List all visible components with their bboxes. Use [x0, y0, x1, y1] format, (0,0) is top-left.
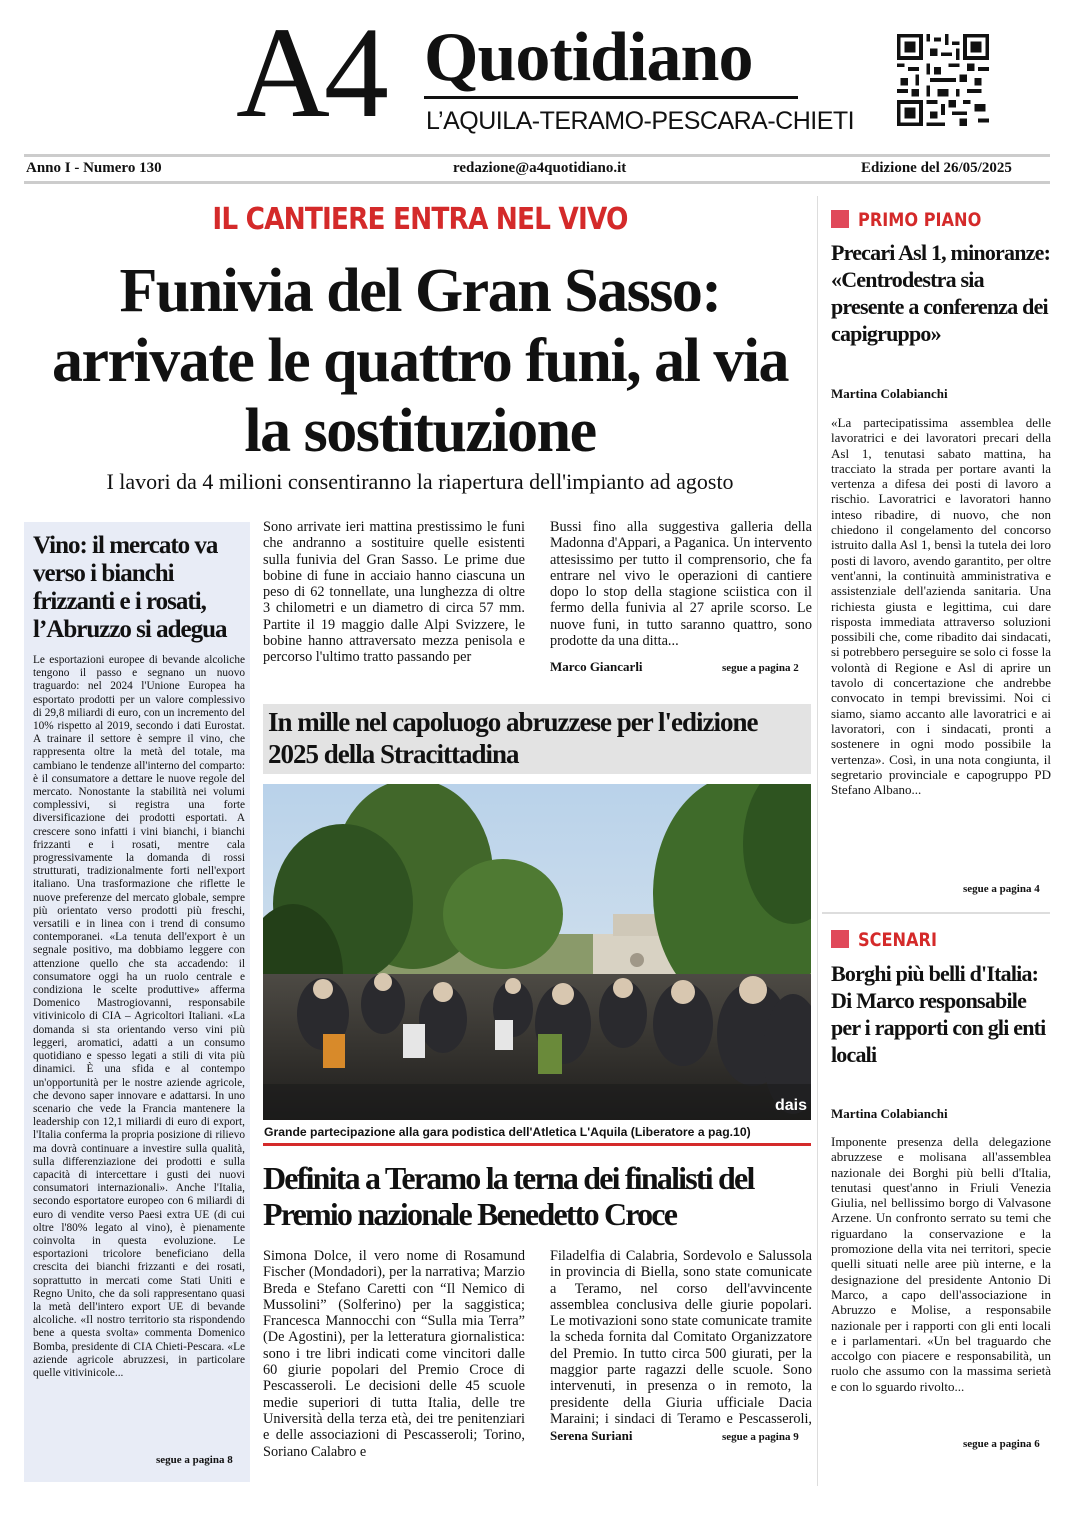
issue-number: Anno I - Numero 130 — [26, 160, 162, 176]
croce-continue-link[interactable]: segue a pagina 9 — [722, 1431, 799, 1443]
lead-column-1: Sono arrivate ieri mattina prestissimo le funi che andranno a sostituire quelle esistenti sulla funivia del Gran Sasso. Le prime due bobine di fune in acciaio hanno ciascuna un peso di 62 tonnellate, una lunghezza di oltre 3 chilometri e un diametro di circa 57 mm. Partite il 19 maggio dalle Alpi Svizzere, le bobine hanno attraversato mezza penisola e percorso l'ultimo tratto passando per — [263, 519, 525, 666]
stracittadina-headline[interactable]: In mille nel capoluogo abruzzese per l'edizione 2025 della Stracittadina — [268, 707, 758, 769]
croce-column-1: Simona Dolce, il vero nome di Rosamund Fischer (Mondadori), per la narrativa; Marzio Breda e Stefano Caretti con “Il Nemico di Mussolini” (Solferino) per la saggistica; Francesca Mannocchi con “Sulla mia Terra” (De Agostini), per la letteratura giornalistica: sono i tre libri indicati come vincitori dalle 60 giurie popolari del Premio Croce di Pescasseroli. Le decisioni delle 45 scuole medie superiori di tutta Italia, delle tre Università della terza età, dei tre penitenziari e delle associazioni di Pescasseroli; Torino, Soriano Calabro e — [263, 1248, 525, 1460]
primo-piano-label: PRIMO PIANO — [858, 209, 982, 231]
primo-piano-square-icon — [831, 210, 849, 228]
lead-author: Marco Giancarli — [550, 659, 643, 674]
scenari-continue-link[interactable]: segue a pagina 6 — [963, 1438, 1040, 1450]
scenari-label: SCENARI — [858, 929, 937, 951]
wine-headline[interactable]: Vino: il mercato va verso i bianchi frizzanti e i rosati, l’Abruzzo si adegua — [33, 532, 227, 643]
lead-kicker: IL CANTIERE ENTRA NEL VIVO — [212, 202, 628, 237]
logo-quotidiano: Quotidiano — [424, 19, 753, 96]
right-column-divider — [817, 196, 818, 1486]
wine-body: Le esportazioni europee di bevande alcoliche tengono il passo e segnano un nuovo traguardo: nel 2024 l'Unione Europea ha esportato prodotti per un valore complessivo di 29,8 miliardi di euro, con un incremento del 10% rispetto al 2019, secondo i dati Eurostat. A trainare il settore è sempre il vino, che rappresenta oltre la metà del totale, ma cambiano le tendenze all'interno del comparto: è il consumatore a dettare le nuove regole del mercato. Nonostante la stabilità nei volumi complessivi, si registra una forte diversificazione dei prodotti esportati. A crescere sono infatti i vini bianchi, i bianchi frizzanti e i rosati, mentre cala progressivamente la domanda di rossi strutturati, tradizionalmente forti nell'export italiano. Una trasformazione che riflette le nuove preferenze del mercato globale, sempre più orientato verso prodotti più freschi, versatili e in linea con i trend di consumo contemporanei. «La tenuta dell'export è un segnale positivo, ma dobbiamo leggere con attenzione quello che sta accadendo: il consumatore oggi ha un ruolo centrale e condiziona le scelte produttive» afferma Domenico Mastrogiovanni, responsabile vitivinicolo di CIA – Agricoltori Italiani. «La domanda si sta orientando verso vini più leggeri, aromatici, adatti a un consumo quotidiano e spesso legati a stili di vita più dinamici. È una sfida e al contempo un'opportunità per le nostre aziende agricole, che devono saper innovare e adattarsi. In uno scenario che vede la Francia mantenere la leadership con 12,1 miliardi di euro di export, l'Italia conferma la propria posizione di rilievo ma dovrà continuare a investire sulla qualità, sulla differenziazione dei prodotti e sulla capacità di intercettare i gusti dei nuovi consumatori internazionali». Anche l'Italia, secondo esportatore europeo con 6 miliardi di euro di vendite verso Paesi extra UE (di cui oltre l'80% legato al vino), è pienamente coinvolta in questa evoluzione. Le esportazioni tricolore beneficiano della crescita dei bianchi frizzanti e dei rosati, soprattutto in mercati come Stati Uniti e Regno Unito, che da soli rappresentano quasi la metà dell'intero export UE di bevande alcoliche. «Il nostro territorio sta rispondendo bene a questa svolta» commenta Domenico Bomba, presidente di CIA Chieti-Pescara. «Le aziende agricole abruzzesi, in particolare quelle vitivinicole... — [33, 654, 245, 1379]
logo-cities: L’AQUILA-TERAMO-PESCARA-CHIETI — [426, 107, 855, 135]
primo-piano-continue-link[interactable]: segue a pagina 4 — [963, 883, 1040, 895]
scenari-body: Imponente presenza della delegazione abruzzese e molisana all'assemblea nazionale dei Borghi più belli d'Italia, tenutasi quest'anno in Friuli Venezia Giulia, nel bellissimo borgo di Valvasone Arzene. Un confronto serrato su temi che riguardano la conservazione e la promozione della vita nei territori, specie quelli situati nelle aree più interne, e la designazione del presidente Antonio Di Marco, a capo dell'associazione in Abruzzo e Molise, a responsabile nazionale per i rapporti con gli enti locali e i parlamentari. «Un bel traguardo che accolgo con piacere e responsabilità, un ruolo che assumo con la massima serietà e con lo sguardo rivolto... — [831, 1134, 1051, 1394]
scenari-headline[interactable]: Borghi più belli d'Italia: Di Marco responsabile per i rapporti con gli enti locali — [831, 961, 1046, 1067]
lead-continue-link[interactable]: segue a pagina 2 — [722, 662, 799, 674]
lead-subheadline: I lavori da 4 milioni consentiranno la riapertura dell'impianto ad agosto — [106, 469, 734, 494]
croce-author: Serena Suriani — [550, 1428, 633, 1443]
wine-continue-link[interactable]: segue a pagina 8 — [156, 1454, 233, 1466]
scenari-divider — [822, 912, 1050, 914]
lead-column-2: Bussi fino alla suggestiva galleria della Madonna d'Appari, a Paganica. Un intervento attesissimo per tutto il comprensorio, che fa entrare nel vivo le operazioni di cantiere dopo lo stop della stagione sciistica con il fermo della funivia al 27 aprile scorso. Le nuove funi, in tutto saranno quattro, sono prodotte da una ditta... — [550, 519, 812, 650]
logo-a4: A4 — [236, 1, 383, 145]
caption-red-rule — [263, 1143, 811, 1146]
edition-date: Edizione del 26/05/2025 — [861, 160, 1012, 176]
header-rule-bottom — [24, 181, 1050, 184]
primo-piano-body: «La partecipatissima assemblea delle lavoratrici e dei lavoratori precari della Asl 1, tenutasi sabato mattina, ha tracciato la strada per portare avanti la vertenza a difesa dei posti di lavoro a rischio. Lavoratrici e lavoratori hanno inteso ribadire, di nuovo, che non chiedono il congelamento del concorso istruito dalla Asl 1, bensì la tutela dei loro posti di lavoro, avendo garantito, per oltre vent'anni, la continuità amministrativa e assistenziale dell'azienda sanitaria. Una richiesta giusta e legittima, cui dare risposta immediata attraverso soluzioni possibili che, come ribadito dai sindacati, si potrebbero perseguire se solo ci fosse la volontà di Regione e Asl di aprire un tavolo di concertazione che andrebbe convocato in tempi brevissimi. Noi ci siamo, siamo accanto alle lavoratrici e ai lavoratori, con i sindacati, pronti a sostenere in ogni modo possibile la vertenza». Così, in una nota congiunta, il segretario provinciale e capogruppo PD Stefano Albano... — [831, 415, 1051, 798]
primo-piano-author: Martina Colabianchi — [831, 386, 948, 401]
scenari-square-icon — [831, 930, 849, 948]
header-rule-top — [24, 154, 1050, 157]
croce-column-2: Filadelfia di Calabria, Sordevolo e Salussola in provincia di Biella, sono state comunicate a Teramo, nel corso dell'avvincente assemblea conclusiva delle giurie popolari. Le motivazioni sono state comunicate tramite la scheda fornita dal Comitato Organizzatore del Premio. In tutto circa 500 giurati, per la maggior parte ragazzi delle scuole. Sono intervenuti, in presenza o in remoto, la presidente della Giuria ufficiale Dacia Maraini; i sindaci di Teramo e Pescasseroli, — [550, 1248, 812, 1427]
photo-caption: Grande partecipazione alla gara podistica dell'Atletica L'Aquila (Liberatore a pag.10) — [264, 1125, 751, 1139]
editorial-email[interactable]: redazione@a4quotidiano.it — [453, 160, 627, 176]
runner-bib-text: dais — [775, 1097, 808, 1114]
race-photo — [263, 784, 811, 1120]
scenari-author: Martina Colabianchi — [831, 1106, 948, 1121]
croce-headline[interactable]: Definita a Teramo la terna dei finalisti del Premio nazionale Benedetto Croce — [263, 1160, 754, 1232]
lead-headline[interactable]: Funivia del Gran Sasso: arrivate le quattro funi, al via la sostituzione — [51, 257, 789, 465]
primo-piano-headline[interactable]: Precari Asl 1, minoranze: «Centrodestra sia presente a conferenza dei capigruppo» — [831, 240, 1051, 346]
qr-code-icon[interactable] — [897, 34, 989, 126]
logo-rule — [424, 96, 798, 99]
